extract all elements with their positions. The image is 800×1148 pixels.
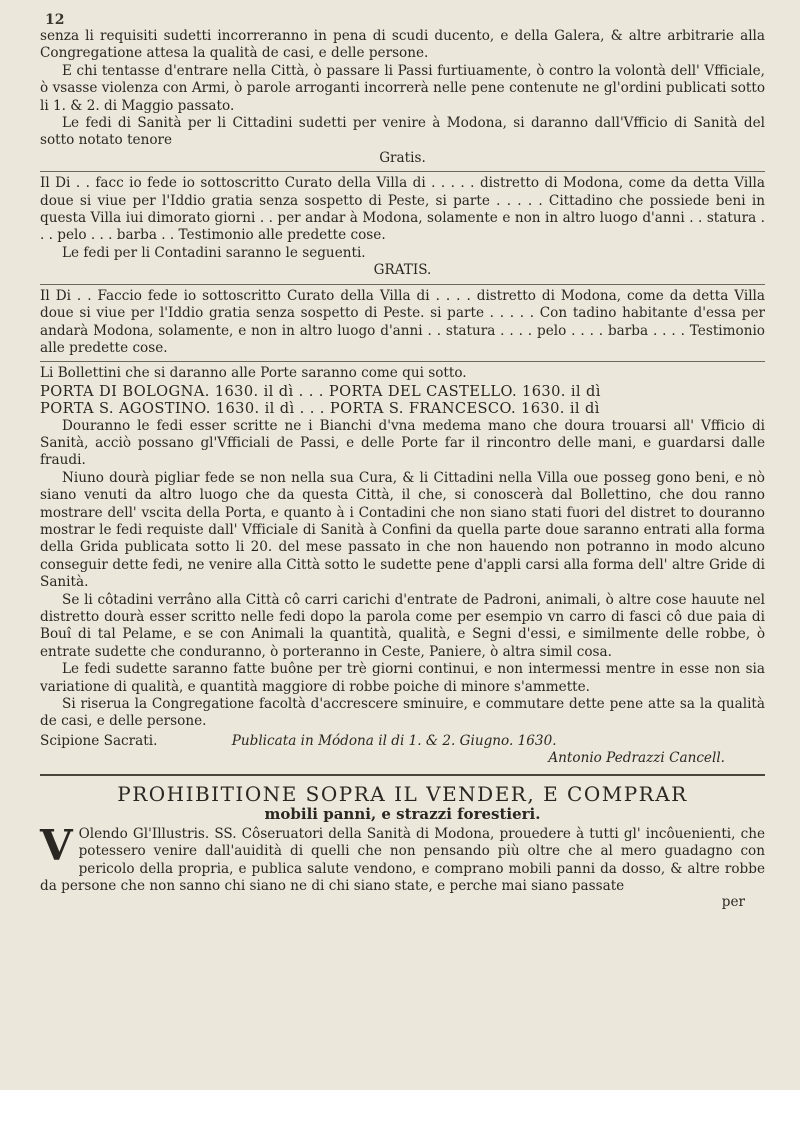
section-subheading: mobili panni, e strazzi forestieri.	[264, 804, 541, 823]
paragraph: Le fedi sudette saranno fatte buône per trè giorni continui, e non intermessi mentre in esse non sia variatione di qualità, e quantità maggiore di robbe poiche di minore s'ammette.	[40, 661, 765, 695]
gate-pass-line: PORTA DI BOLOGNA. 1630. il dì . . . PORTA DEL CASTELLO. 1630. il dì	[40, 382, 601, 400]
gate-pass-line: PORTA S. AGOSTINO. 1630. il dì . . . PORTA S. FRANCESCO. 1630. il dì	[40, 400, 600, 418]
paragraph: Le fedi di Sanità per li Cittadini sudetti per venire à Modona, si daranno dall'Vfficio di Sanità del sotto notato tenore	[40, 115, 765, 149]
gratis-label: GRATIS.	[373, 262, 432, 279]
signature-line	[40, 733, 765, 750]
publication-note: Publicata in Módona il di 1. & 2. Giugno. 1630.	[231, 732, 557, 749]
paragraph: Le fedi per li Contadini saranno le seguenti.	[62, 244, 366, 261]
drop-cap: V	[40, 821, 73, 871]
catchword: per	[721, 893, 745, 910]
page-number: 12	[45, 12, 65, 28]
paragraph: Douranno le fedi esser scritte ne i Bianchi d'vna medema mano che doura trouarsi all' Vfficio di Sanità, acciò possano gl'Vfficiali de Passi, e delle Porte far il rincontro delle mani, e guardarsi dalle fraudi.	[40, 417, 765, 469]
signatory: Scipione Sacrati.	[40, 732, 158, 749]
gratis-label: Gratis.	[379, 149, 426, 166]
paragraph: Se li côtadini verrâno alla Città cô carri carichi d'entrate de Padroni, animali, ò altre cose hauute nel distretto dourà esser scritto nelle fedi dopo la parola come per esempio vn carro di fasci cô due paia di Bouî di tal Pelame, e se con Animali la quantità, qualità, e Segni d'essi, e similmente delle robbe, ò entrate sudette che conduranno, ò porteranno in Ceste, Paniere, ò altra simil cosa.	[40, 591, 765, 660]
citizen-certificate-template: Il Di . . facc io fede io sottoscritto Curato della Villa di . . . . . distretto di Modona, come da detta Villa doue si viue per l'Iddio gratia senza sospetto di Peste, si parte . . . . . Cittadino che possiede beni in questa Villa iui dimorato giorni . . per andar à Modona, solamente e non in altro luogo d'anni . . statura . . . pelo . . . barba . . Testimonio alle predette cose.	[40, 175, 765, 244]
paragraph: Niuno dourà pigliar fede se non nella sua Cura, & li Cittadini nella Villa oue posseg gono beni, e nò siano venuti da altro luogo che da questa Città, il che, si conoscerà dal Bollettino, che dou ranno mostrare dell' vscita della Porta, e quanto à i Contadini che non siano stati fuori del distret to douranno mostrar le fedi requiste dall' Vfficiale di Sanità à Confini da quella parte doue saranno entrati alla forma della Grida publicata sotto li 20. del mese passato in che non hauendo non potranno in modo alcuno conseguir dette fedi, ne venire alla Città sotto le sudette pene d'appli carsi alla forma dell' altre Gride di Sanità.	[40, 469, 765, 591]
divider	[40, 171, 765, 172]
paragraph: E chi tentasse d'entrare nella Città, ò passare li Passi furtiuamente, ò contro la volontà dell' Vfficiale, ò vsasse violenza con Armi, ò parole arroganti incorrerà nelle pene contenute ne gl'ordini publicati sotto li 1. & 2. di Maggio passato.	[40, 62, 765, 114]
page-bottom-margin	[0, 1090, 800, 1148]
divider	[40, 361, 765, 362]
divider	[40, 284, 765, 285]
chancellor-name: Antonio Pedrazzi Cancell.	[548, 750, 725, 767]
divider	[40, 774, 765, 776]
final-paragraph	[40, 821, 765, 896]
paragraph: Si riserua la Congregatione facoltà d'accrescere sminuire, e commutare dette pene atte sa la qualità de casi, e delle persone.	[40, 696, 765, 730]
paragraph: senza li requisiti sudetti incorreranno in pena di scudi ducento, e della Galera, & altre arbitrarie alla Congregatione attesa la qualità de casi, e delle persone.	[40, 28, 765, 62]
body-text	[40, 28, 765, 911]
paragraph: Li Bollettini che si daranno alle Porte saranno come qui sotto.	[40, 365, 467, 382]
final-paragraph-text: Olendo Gl'Illustris. SS. Côseruatori della Sanità di Modona, prouedere à tutti gl' incôuenienti, che potessero venire dall'auidità di quelli che non pensando più oltre che al mero guadagno con pericolo della propria, e publica salute vendono, e comprano mobili panni da dosso, & altre robbe da persone che non sanno chi siano ne di chi siano state, e perche mai siano passate	[40, 826, 765, 895]
section-heading: PROHIBITIONE SOPRA IL VENDER, E COMPRAR	[117, 781, 688, 806]
peasant-certificate-template: Il Di . . Faccio fede io sottoscritto Curato della Villa di . . . . distretto di Modona, come da detta Villa doue si viue per l'Iddio gratia senza sospetto di Peste. si parte . . . . . Con tadino habitante d'essa per andarà Modona, solamente, e non in altro luogo d'anni . . statura . . . . pelo . . . . barba . . . . Testimonio alle predette cose.	[40, 287, 765, 356]
